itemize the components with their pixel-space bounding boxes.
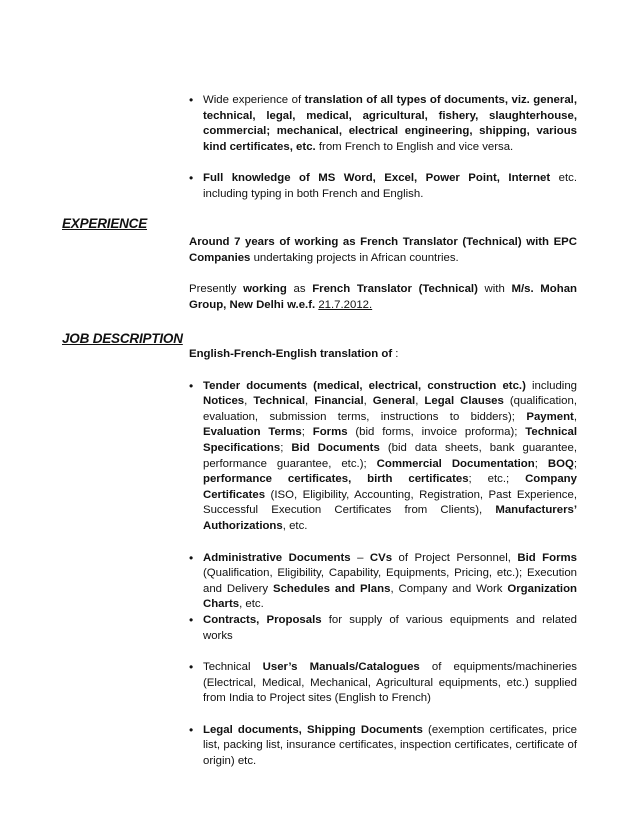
text-run: –	[350, 551, 370, 564]
bold-text: Administrative Documents	[203, 551, 351, 564]
section-heading-job-description: JOB DESCRIPTION	[62, 331, 183, 346]
text-run: ;	[573, 457, 577, 470]
text-run: of Project Personnel,	[392, 551, 518, 564]
bullet-icon: •	[189, 722, 194, 737]
list-item	[189, 93, 577, 155]
list-item	[189, 171, 577, 202]
list-item	[189, 551, 577, 613]
bold-text: Company Certificates	[203, 473, 577, 501]
bold-text: Schedules and Plans	[272, 582, 391, 595]
section-heading-experience: EXPERIENCE	[62, 216, 148, 231]
list-item-text	[203, 661, 577, 704]
text-run: for supply of various equipments and related works	[203, 613, 578, 642]
bold-text: Around 7 years of working as French Translator (Technical) with EPC Companies	[189, 236, 577, 264]
text-run: 21.7.2012.	[318, 298, 373, 311]
skills-list	[189, 93, 577, 203]
list-item-text	[203, 94, 577, 153]
bold-text: CVs	[369, 551, 393, 564]
bold-text: translation of all types of documents, viz. general, technical, legal, medical, agricultural, fishery, slaughterhouse, commercial; mechanical, electrical engineering, shipping, various kind certificates, etc.	[203, 94, 577, 153]
bold-text: Bid Documents	[291, 441, 380, 454]
list-item	[189, 723, 577, 770]
text-run: :	[392, 348, 399, 360]
bold-text: Contracts, Proposals	[203, 613, 322, 626]
list-item-text	[203, 552, 577, 611]
bullet-icon: •	[189, 612, 194, 627]
experience-section	[189, 235, 577, 313]
text-run: , Company and Work	[390, 582, 508, 595]
bold-text: Payment	[526, 410, 574, 423]
bullet-icon: •	[189, 378, 194, 393]
bold-text: Bid Forms	[517, 551, 577, 564]
list-item-text	[203, 724, 577, 767]
text-run: ; etc.;	[468, 473, 526, 486]
bold-text: M/s. Mohan Group, New Delhi w.e.f.	[189, 283, 577, 311]
bold-text: Legal Clauses	[424, 395, 504, 408]
text-run: (bid data sheets, bank guarantee, performance guarantee, etc.);	[203, 441, 577, 470]
text-run: etc. including typing in both French and English.	[203, 172, 577, 200]
bold-text: Technical Specifications	[203, 426, 577, 454]
job-description-intro	[189, 347, 577, 363]
text-run: as	[286, 283, 313, 296]
text-run: ;	[280, 441, 292, 454]
text-run: including	[525, 379, 577, 392]
list-item-text	[203, 172, 577, 200]
text-run: (exemption certificates, price list, packing list, insurance certificates, inspection certificates, certificate of origin) etc.	[203, 723, 577, 768]
job-description-section	[189, 347, 577, 770]
text-run: ,	[305, 395, 315, 408]
bold-text: Legal documents, Shipping Documents	[203, 723, 423, 736]
bold-text: User’s Manuals/Catalogues	[262, 661, 420, 674]
text-run: , etc.	[239, 598, 264, 611]
text-run: Wide experience of	[203, 94, 305, 106]
job-description-list	[189, 379, 577, 770]
text-run: , etc.	[282, 519, 308, 532]
text-run: ,	[573, 410, 577, 423]
bold-text: Financial	[314, 395, 364, 408]
experience-current	[189, 282, 577, 313]
text-run: from French to English and vice versa.	[315, 140, 514, 153]
text-run: ,	[244, 395, 254, 408]
list-item	[189, 379, 577, 535]
list-item	[189, 660, 577, 707]
text-run: (qualification, evaluation, submission terms, instructions to bidders);	[203, 395, 577, 423]
skills-section	[189, 93, 577, 203]
text-run: ;	[301, 426, 313, 439]
bullet-icon: •	[189, 550, 194, 565]
bullet-icon: •	[189, 93, 194, 107]
bold-text: English-French-English translation of	[189, 348, 393, 360]
bold-text: Technical	[253, 395, 306, 408]
text-run: with	[477, 283, 512, 296]
bold-text: French Translator (Technical)	[312, 283, 478, 296]
bold-text: Manufacturers’ Authorizations	[203, 504, 577, 532]
bold-text: Full knowledge of MS Word, Excel, Power Point, Internet	[203, 172, 551, 185]
bold-text: Notices	[203, 395, 245, 408]
text-run: Presently	[189, 283, 244, 296]
text-run: ,	[415, 395, 425, 408]
bold-text: performance certificates, birth certificates	[203, 473, 469, 486]
text-run: (bid forms, invoice proforma);	[347, 426, 526, 439]
list-item-text	[203, 614, 577, 642]
bullet-icon: •	[189, 171, 194, 186]
bold-text: Commercial Documentation	[376, 457, 535, 470]
text-run: ;	[534, 457, 548, 470]
bullet-icon: •	[189, 660, 194, 675]
text-run: (ISO, Eligibility, Accounting, Registration, Past Experience, Successful Execution Certificates from Clients),	[203, 488, 577, 517]
bold-text: BOQ	[547, 457, 574, 470]
bold-text: working	[243, 283, 287, 296]
text-run: (Qualification, Eligibility, Capability, Equipments, Pricing, etc.); Execution and Delivery	[203, 567, 577, 595]
bold-text: General	[372, 395, 416, 408]
bold-text: Forms	[312, 426, 348, 439]
text-run: ,	[363, 395, 373, 408]
list-item-text	[203, 380, 577, 532]
text-run: Technical	[203, 661, 263, 674]
list-item	[189, 613, 577, 644]
text-run: undertaking projects in African countries.	[250, 251, 459, 264]
text-run: of equipments/machineries (Electrical, Medical, Mechanical, Agricultural equipments, etc.) supplied from India to Project sites (English to French)	[203, 661, 577, 705]
bold-text: Tender documents (medical, electrical, construction etc.)	[203, 379, 526, 392]
bold-text: Evaluation Terms	[203, 426, 302, 439]
bold-text: Organization Charts	[203, 582, 578, 611]
experience-summary	[189, 235, 577, 266]
